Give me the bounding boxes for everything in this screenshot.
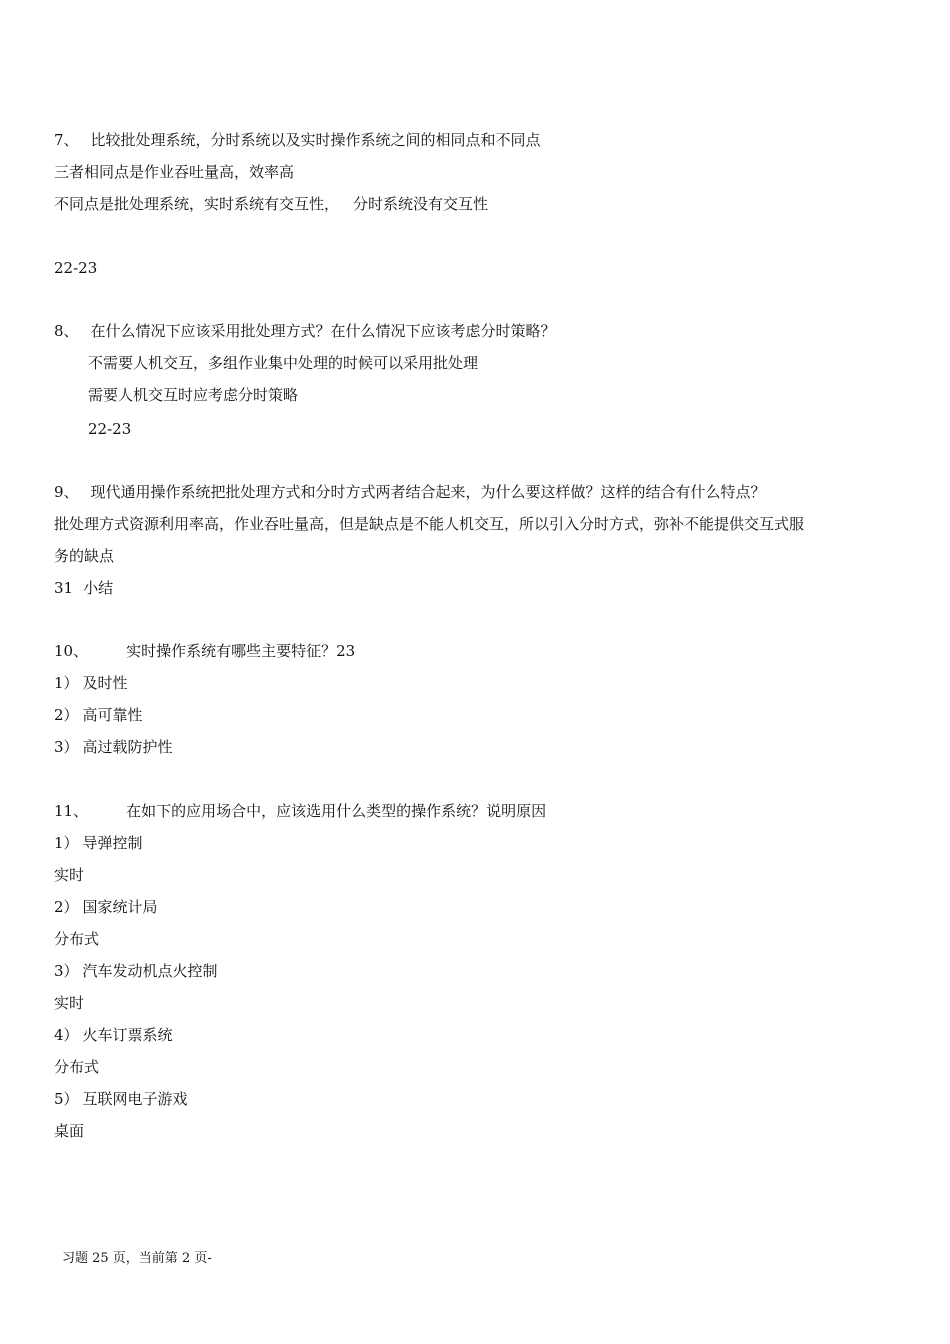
q11-question [54, 801, 546, 821]
q9-answer-line-1: 批处理方式资源利用率高，作业吞吐量高，但是缺点是不能人机交互，所以引入分时方式，弥补不能提供交互式服 [54, 515, 805, 533]
q7-answer-line-2 [54, 194, 488, 214]
q11-item-number: 1） [54, 834, 79, 852]
q7-page-ref: 22-23 [54, 259, 98, 277]
q11-answer-3: 实时 [54, 994, 85, 1012]
q11-item-number: 2） [54, 898, 79, 916]
q10-question [54, 641, 355, 661]
q9-number: 9、 [54, 483, 79, 501]
q11-question-text: 在如下的应用场合中，应该选用什么类型的操作系统？说明原因 [126, 802, 547, 820]
q10-item-text: 高可靠性 [82, 706, 143, 724]
q11-item-text: 互联网电子游戏 [82, 1090, 188, 1108]
q8-question [54, 321, 556, 341]
q9-answer-line-2: 务的缺点 [54, 547, 115, 565]
q11-item-number: 4） [54, 1026, 79, 1044]
q11-item-2 [54, 897, 158, 917]
q10-number: 10、 [54, 642, 89, 660]
q11-answer-1: 实时 [54, 866, 85, 884]
q8-question-text: 在什么情况下应该采用批处理方式？在什么情况下应该考虑分时策略？ [90, 322, 556, 340]
q9-question-text: 现代通用操作系统把批处理方式和分时方式两者结合起来，为什么要这样做？这样的结合有什么特点？ [90, 483, 766, 501]
q8-answer-line-1: 不需要人机交互，多组作业集中处理的时候可以采用批处理 [88, 354, 479, 372]
q10-item-number: 1） [54, 674, 79, 692]
q10-item-number: 3） [54, 738, 79, 756]
q11-item-number: 5） [54, 1090, 79, 1108]
q7-question [54, 130, 541, 150]
q8-answer-line-2: 需要人机交互时应考虑分时策略 [88, 386, 299, 404]
q7-question-text: 比较批处理系统，分时系统以及实时操作系统之间的相同点和不同点 [90, 131, 541, 149]
q10-item-2 [54, 705, 143, 725]
q9-page-ref [54, 578, 113, 598]
q11-item-1 [54, 833, 143, 853]
q11-item-5 [54, 1089, 188, 1109]
q11-item-number: 3） [54, 962, 79, 980]
q10-item-1 [54, 673, 128, 693]
q11-item-text: 国家统计局 [82, 898, 158, 916]
q7-answer-part-b: 分时系统没有交互性 [353, 195, 489, 213]
q10-question-text: 实时操作系统有哪些主要特征？23 [126, 642, 356, 660]
q10-item-number: 2） [54, 706, 79, 724]
q9-ref-text: 小结 [83, 579, 114, 597]
q11-item-text: 汽车发动机点火控制 [82, 962, 218, 980]
q7-number: 7、 [54, 131, 79, 149]
q8-number: 8、 [54, 322, 79, 340]
q10-item-text: 高过载防护性 [82, 738, 173, 756]
q7-answer-part-a: 不同点是批处理系统，实时系统有交互性， [54, 195, 340, 213]
q11-number: 11、 [54, 802, 89, 820]
page-footer: 习题 25 页，当前第 2 页- [62, 1251, 212, 1266]
q10-item-text: 及时性 [82, 674, 128, 692]
q11-item-4 [54, 1025, 173, 1045]
q9-question [54, 482, 766, 502]
q8-page-ref: 22-23 [88, 420, 132, 438]
q7-answer-line-1: 三者相同点是作业吞吐量高，效率高 [54, 163, 295, 181]
q11-answer-2: 分布式 [54, 930, 100, 948]
q11-item-text: 导弹控制 [82, 834, 143, 852]
q11-item-3 [54, 961, 218, 981]
q9-ref-number: 31 [54, 579, 74, 597]
q10-item-3 [54, 737, 173, 757]
q11-answer-4: 分布式 [54, 1058, 100, 1076]
q11-answer-5: 桌面 [54, 1122, 85, 1140]
q11-item-text: 火车订票系统 [82, 1026, 173, 1044]
